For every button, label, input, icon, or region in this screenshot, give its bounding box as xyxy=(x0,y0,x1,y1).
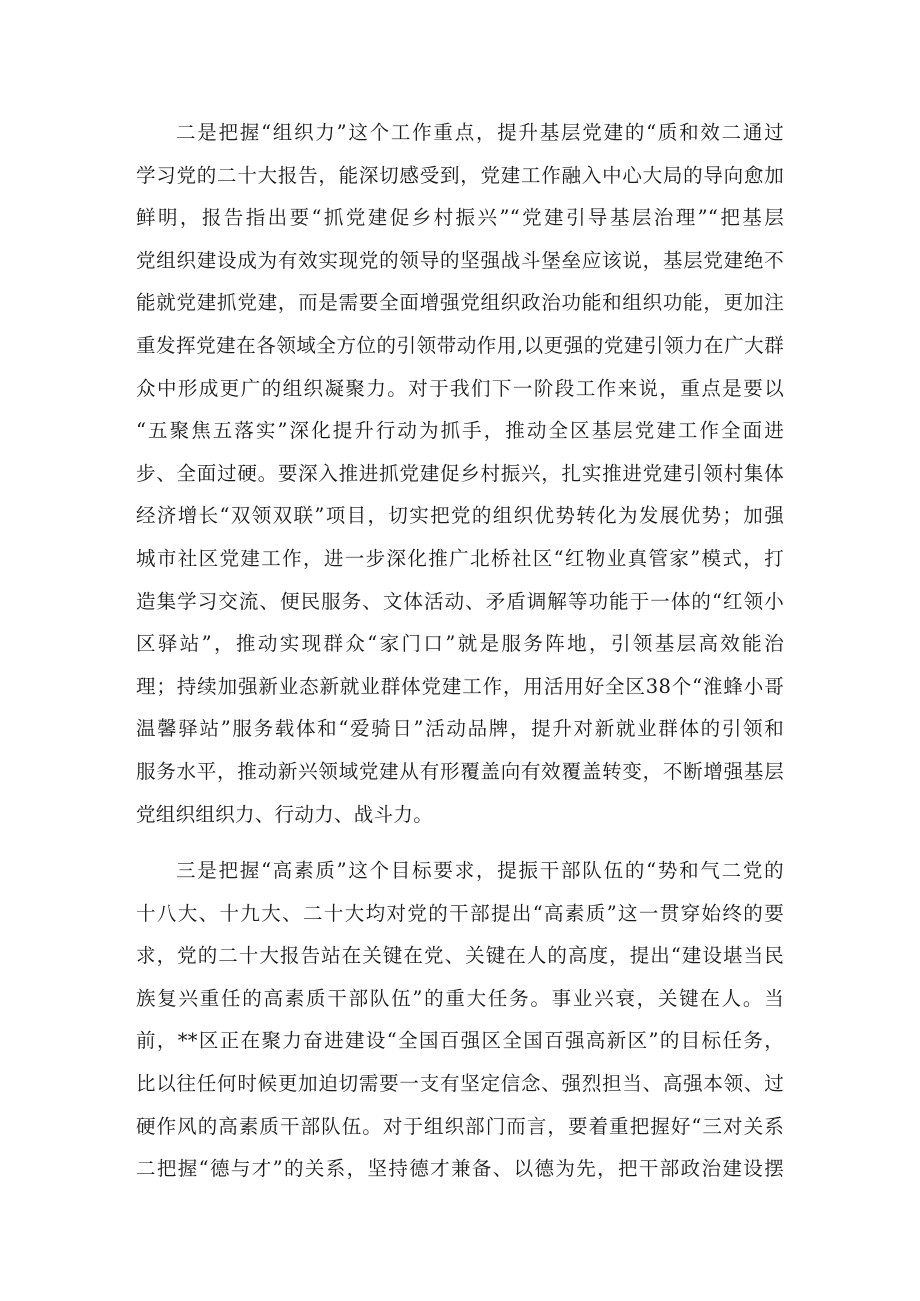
paragraph-line: 比以往任何时候更加迫切需要一支有坚定信念、强烈担当、高强本领、过 xyxy=(136,1071,784,1095)
paragraph-line: 二把握“德与才”的关系，坚持德才兼备、以德为先，把干部政治建设摆 xyxy=(136,1157,784,1181)
paragraph-high-quality-cadres xyxy=(136,850,784,1191)
paragraph-line: 党组织建设成为有效实现党的领导的坚强战斗堡垒应该说，基层党建绝不 xyxy=(136,248,784,272)
paragraph-line: “五聚焦五落实”深化提升行动为抓手，推动全区基层党建工作全面进 xyxy=(136,419,784,443)
paragraph-line: 学习党的二十大报告，能深切感受到，党建工作融入中心大局的导向愈加 xyxy=(136,163,784,187)
paragraph-line: 能就党建抓党建，而是需要全面增强党组织政治功能和组织功能，更加注 xyxy=(136,291,784,315)
paragraph-line: 鲜明，报告指出要“抓党建促乡村振兴”“党建引导基层治理”“把基层 xyxy=(136,206,784,230)
paragraph-line: 服务水平，推动新兴领域党建从有形覆盖向有效覆盖转变，不断增强基层 xyxy=(136,759,784,783)
paragraph-line: 区驿站”，推动实现群众“家门口”就是服务阵地，引领基层高效能治 xyxy=(136,632,784,656)
paragraph-line: 族复兴重任的高素质干部队伍”的重大任务。事业兴衰，关键在人。当 xyxy=(136,986,784,1010)
paragraph-line: 前，**区正在聚力奋进建设“全国百强区全国百强高新区”的目标任务， xyxy=(136,1029,784,1053)
paragraph-line: 城市社区党建工作，进一步深化推广北桥社区“红物业真管家”模式，打 xyxy=(136,546,784,570)
paragraph-line: 三是把握“高素质”这个目标要求，提振干部队伍的“势和气二党的 xyxy=(176,859,784,882)
paragraph-line: 众中形成更广的组织凝聚力。对于我们下一阶段工作来说，重点是要以 xyxy=(136,376,784,400)
paragraph-line: 经济增长“双领双联”项目，切实把党的组织优势转化为发展优势；加强 xyxy=(136,504,784,528)
paragraph-line: 党组织组织力、行动力、战斗力。 xyxy=(136,802,434,826)
paragraph-line: 造集学习交流、便民服务、文体活动、矛盾调解等功能于一体的“红领小 xyxy=(136,589,784,613)
paragraph-line: 步、全面过硬。要深入推进抓党建促乡村振兴，扎实推进党建引领村集体 xyxy=(136,461,784,485)
paragraph-line: 求，党的二十大报告站在关键在党、关键在人的高度，提出“建设堪当民 xyxy=(136,944,784,968)
paragraph-line: 理；持续加强新业态新就业群体党建工作，用活用好全区38个“淮蜂小哥 xyxy=(136,674,784,698)
paragraph-line: 温馨驿站”服务载体和“爱骑日”活动品牌，提升对新就业群体的引领和 xyxy=(136,717,784,741)
paragraph-line: 重发挥党建在各领域全方位的引领带动作用,以更强的党建引领力在广大群 xyxy=(136,333,784,357)
paragraph-line: 二是把握“组织力”这个工作重点，提升基层党建的“质和效二通过 xyxy=(176,121,784,144)
paragraph-organizational-strength xyxy=(136,112,784,836)
paragraph-line: 十八大、十九大、二十大均对党的干部提出“高素质”这一贯穿始终的要 xyxy=(136,901,784,925)
paragraph-line: 硬作风的高素质干部队伍。对于组织部门而言，要着重把握好“三对关系 xyxy=(136,1114,784,1138)
